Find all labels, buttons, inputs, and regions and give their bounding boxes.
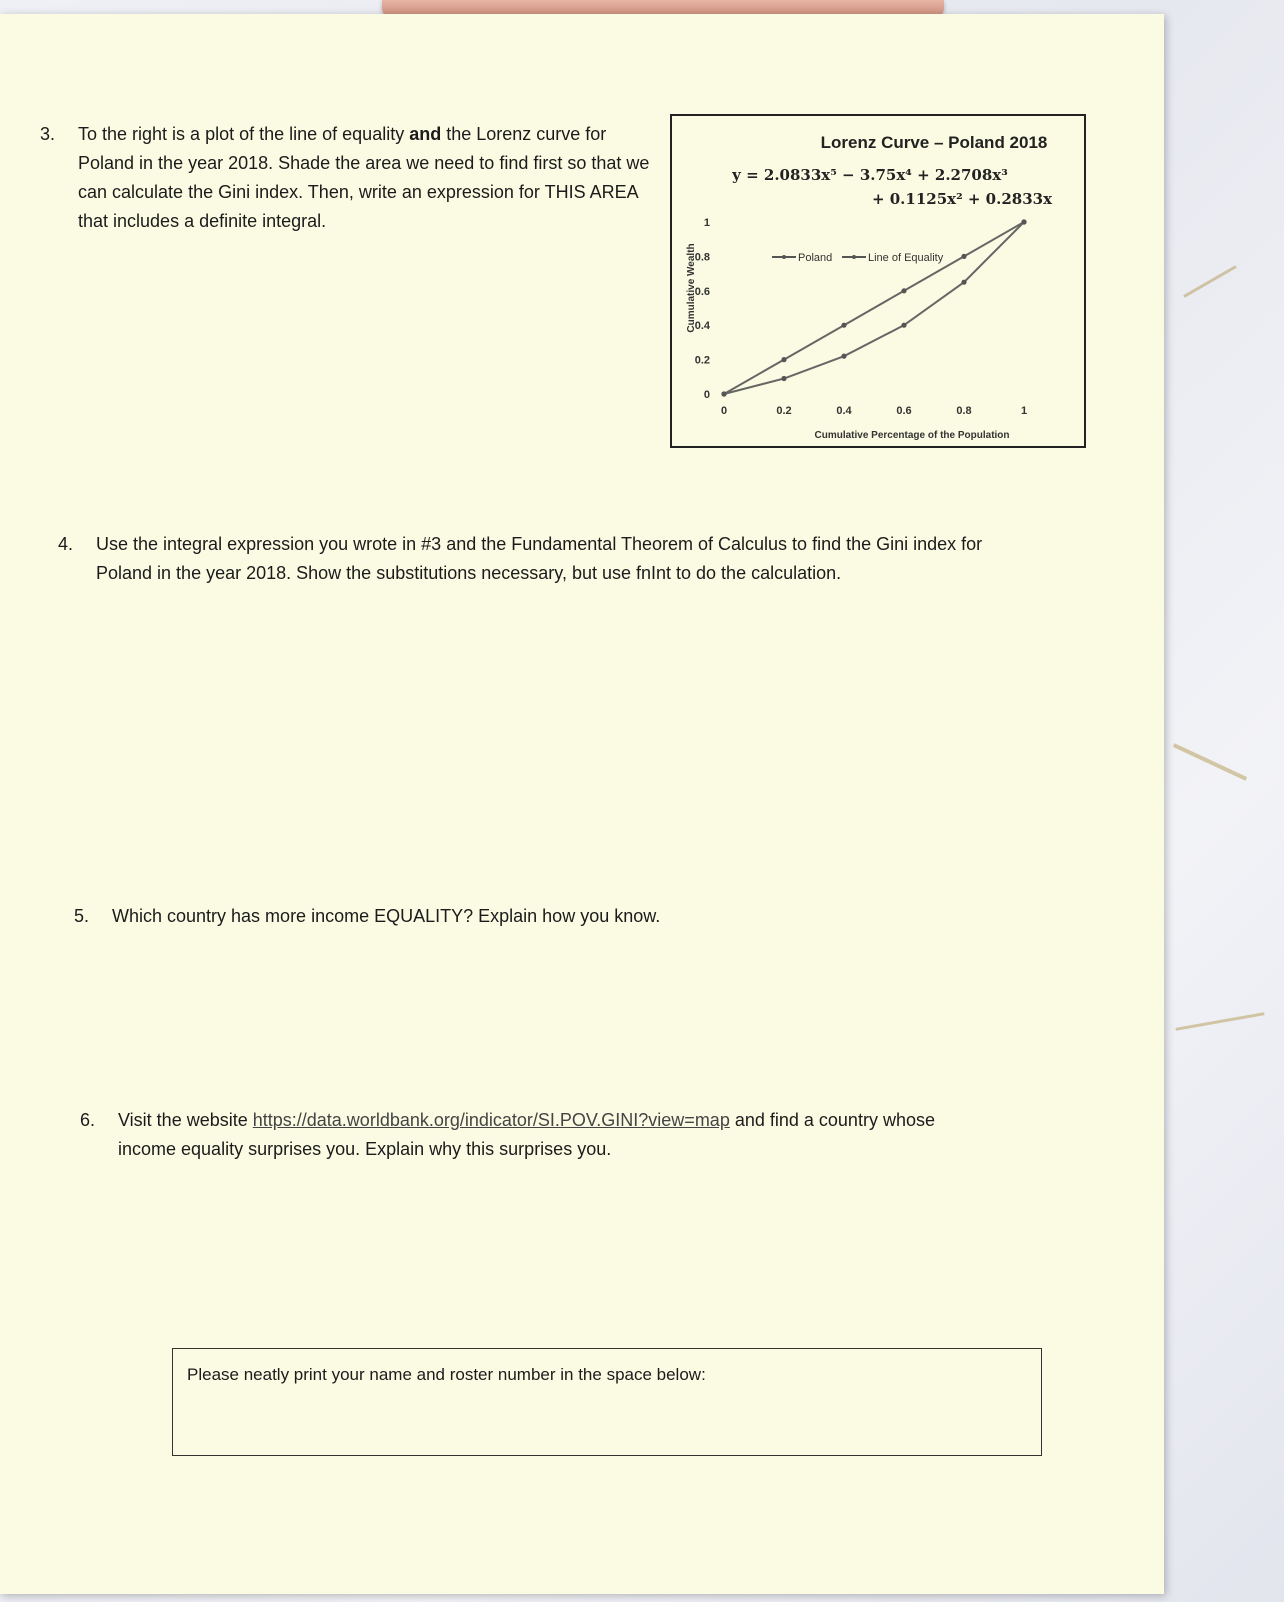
series-line-line-of-equality xyxy=(724,222,1024,394)
data-point xyxy=(841,323,846,328)
x-axis-label: Cumulative Percentage of the Population xyxy=(814,430,1010,441)
data-point xyxy=(1021,219,1026,224)
question-3: 3. To the right is a plot of the line of equality and the Lorenz curve for Poland in the year 2018. Shade the area we need to find first so that we can calculate the Gini index. Then, write an expression for THIS AREA that includes a definite integral. xyxy=(78,120,658,236)
data-point xyxy=(961,280,966,285)
chart-equation-line2: + 0.1125x² + 0.2833x xyxy=(871,190,1053,208)
lorenz-chart xyxy=(670,114,1086,448)
chart-equation-line1: y = 2.0833x⁵ − 3.75x⁴ + 2.2708x³ xyxy=(732,166,1008,184)
data-point xyxy=(841,354,846,359)
y-tick-label: 0.6 xyxy=(694,285,710,298)
data-point xyxy=(781,357,786,362)
y-axis-label: Cumulative Wealth xyxy=(686,243,697,333)
y-tick-label: 0.2 xyxy=(694,354,710,367)
worksheet-page xyxy=(0,14,1164,1594)
question-number: 6. xyxy=(80,1110,96,1130)
y-tick-label: 0.8 xyxy=(694,251,710,264)
worldbank-link[interactable]: https://data.worldbank.org/indicator/SI.POV.GINI?view=map xyxy=(252,1110,730,1130)
question-number: 5. xyxy=(74,906,90,926)
x-tick-label: 1 xyxy=(1020,405,1028,417)
question-number: 3. xyxy=(40,124,56,144)
x-tick-label: 0.4 xyxy=(836,405,852,417)
y-tick-label: 0.4 xyxy=(694,320,710,333)
chart-title: Lorenz Curve – Poland 2018 xyxy=(820,133,1048,152)
x-tick-label: 0.8 xyxy=(956,405,972,417)
question-4: 4. Use the integral expression you wrote in #3 and the Fundamental Theorem of Calculus to find the Gini index for Poland in the year 2018. Show the substitutions necessary, but use fnInt to do the calculation. xyxy=(96,530,1036,588)
data-point xyxy=(901,323,906,328)
lorenz-chart-svg xyxy=(672,116,1084,446)
chart-legend xyxy=(772,252,944,264)
data-point xyxy=(961,254,966,259)
x-tick-label: 0 xyxy=(720,405,728,417)
marble-vein xyxy=(1173,743,1247,780)
question-number: 4. xyxy=(58,534,74,554)
y-tick-label: 0 xyxy=(703,389,710,401)
data-point xyxy=(901,288,906,293)
axis-ticks xyxy=(695,217,1027,417)
legend-line-of-equality: Line of Equality xyxy=(868,252,944,264)
marble-vein xyxy=(1175,1012,1264,1031)
name-roster-box[interactable] xyxy=(172,1348,1042,1456)
chart-series xyxy=(721,219,1026,396)
legend-poland: Poland xyxy=(798,252,833,264)
question-5: 5. Which country has more income EQUALITY? Explain how you know. xyxy=(112,902,812,931)
name-box-label: Please neatly print your name and roster number in the space below: xyxy=(187,1365,706,1384)
data-point xyxy=(721,391,726,396)
question-6: 6. Visit the website https://data.worldbank.org/indicator/SI.POV.GINI?view=map and find a country whose income equality surprises you. Explain why this surprises you. xyxy=(118,1106,978,1164)
data-point xyxy=(781,376,786,381)
x-tick-label: 0.6 xyxy=(896,405,912,417)
marble-vein xyxy=(1183,265,1236,298)
y-tick-label: 1 xyxy=(703,217,710,229)
x-tick-label: 0.2 xyxy=(776,405,792,417)
